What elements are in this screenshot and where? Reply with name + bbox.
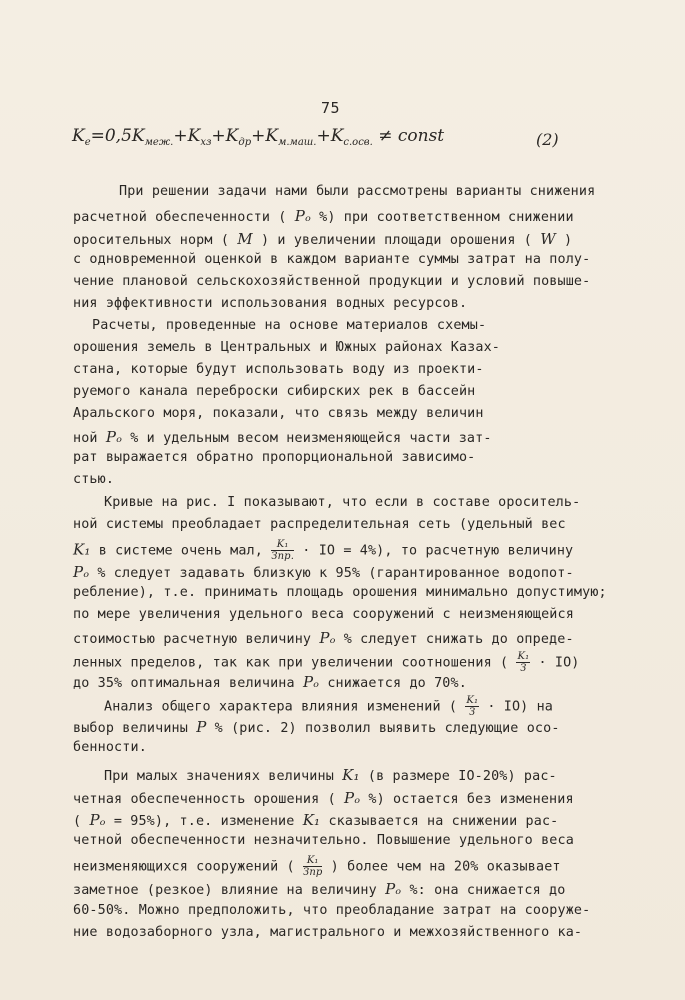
text-segment: Анализ общего характера влияния изменений ( [104, 699, 466, 715]
text-line [73, 207, 574, 225]
symbol-po: Pₒ [385, 880, 402, 898]
page-number: 75 [321, 99, 341, 117]
symbol-k1: K₁ [342, 766, 360, 784]
text-line [73, 718, 560, 736]
text-line: бенности. [73, 740, 147, 755]
text-segment: выбор величины [73, 721, 197, 736]
text-line [73, 230, 572, 248]
text-segment: %) при соответственном снижении [310, 210, 574, 225]
formula-term: +K [211, 126, 239, 146]
text-segment: % следует снижать до опреде- [335, 632, 574, 647]
fraction [465, 695, 479, 718]
text-segment: %: она снижается до [401, 883, 566, 898]
text-segment: в системе очень мал, [90, 543, 272, 559]
text-line [73, 811, 558, 829]
text-line: стана, которые будут использовать воду из проекти- [73, 362, 484, 377]
fraction-numerator: K₁ [303, 855, 323, 867]
text-segment: стоимостью расчетную величину [73, 632, 320, 647]
fraction [516, 651, 530, 674]
text-segment: снижается до 70%. [319, 676, 467, 691]
text-line: Кривые на рис. I показывают, что если в составе ороситель- [104, 495, 581, 510]
text-line: ребление), т.е. принимать площадь орошения минимально допустимую; [73, 585, 607, 600]
formula-sub: хз [200, 137, 212, 148]
equation-number: (2) [536, 130, 559, 149]
text-line: ния эффективности использования водных ресурсов. [73, 296, 468, 311]
text-line [104, 695, 553, 718]
text-segment: сказывается на снижении рас- [320, 814, 559, 829]
text-segment: заметное (резкое) влияние на величину [73, 883, 386, 898]
fraction-numerator: K₁ [517, 651, 530, 662]
fraction-denominator: З [520, 663, 527, 674]
symbol-po: Pₒ [73, 563, 90, 581]
text-line [73, 880, 565, 898]
symbol-w: W [540, 230, 556, 248]
text-segment: При малых значениях величины [104, 769, 343, 784]
text-segment: до 35% оптимальная величина [73, 676, 303, 691]
text-segment: ) [555, 233, 573, 248]
text-line: чение плановой сельскохозяйственной продукции и условий повыше- [73, 274, 591, 289]
text-segment: (в размере IO-20%) рас- [359, 769, 557, 784]
text-line: рат выражается обратно пропорциональной зависимо- [73, 450, 476, 465]
symbol-po: Pₒ [302, 673, 320, 691]
text-segment: оросительных норм ( [73, 233, 238, 248]
text-line [104, 766, 557, 784]
text-line: орошения земель в Центральных и Южных районах Казах- [73, 340, 501, 355]
text-segment: %) остается без изменения [360, 792, 574, 807]
text-line [73, 629, 574, 647]
text-line [73, 855, 561, 878]
fraction [303, 855, 323, 878]
symbol-po: Pₒ [344, 789, 361, 807]
text-segment: % следует задавать близкую к 95% (гарантированное водопот- [89, 566, 574, 581]
fraction-numerator: K₁ [271, 539, 294, 551]
text-line [73, 789, 574, 807]
text-line: четной обеспеченности незначительно. Повышение удельного веса [73, 833, 574, 848]
text-segment: ленных пределов, так как при увеличении соотношения ( [73, 655, 517, 671]
text-segment: % и удельным весом неизменяющейся части зат- [122, 431, 492, 446]
text-segment: ) более чем на 20% оказывает [322, 859, 561, 875]
text-line: Аральского моря, показали, что связь между величин [73, 406, 484, 421]
text-line [73, 651, 580, 674]
fraction-denominator: З [469, 707, 476, 718]
formula-tail: ≠ const [378, 126, 445, 146]
formula-sub: др [238, 137, 252, 148]
text-segment: ) и увеличении площади орошения ( [252, 233, 541, 248]
symbol-po: Pₒ [89, 811, 106, 829]
formula-term: +K [173, 126, 201, 146]
formula-sub: меж. [144, 137, 174, 148]
text-line [73, 539, 573, 562]
symbol-po: Pₒ [105, 428, 123, 446]
symbol-k1: K₁ [73, 540, 91, 559]
text-line: При решении задачи нами были рассмотрены варианты снижения [119, 184, 596, 199]
text-segment: % (рис. 2) позволил выявить следующие осо- [206, 721, 560, 736]
text-line: руемого канала переброски сибирских рек в бассейн [73, 384, 476, 399]
text-line [73, 673, 467, 691]
formula-term: +K [316, 126, 344, 146]
text-segment: · IO) [530, 655, 580, 671]
text-segment: · IO) на [479, 699, 554, 715]
fraction [271, 539, 294, 562]
text-line: ной системы преобладает распределительная сеть (удельный вес [73, 517, 566, 532]
text-segment: неизменяющихся сооружений ( [73, 859, 303, 875]
text-line: с одновременной оценкой в каждом варианте суммы затрат на полу- [73, 252, 591, 267]
symbol-p: P [196, 718, 207, 736]
formula-sub: м.маш. [278, 137, 317, 148]
text-segment: ной [73, 431, 106, 446]
symbol-po: Pₒ [294, 207, 311, 225]
symbol-k1: K₁ [302, 811, 321, 829]
formula-sub: с.осв. [343, 137, 373, 148]
text-line: стью. [73, 472, 115, 487]
text-segment: · IO = 4%), то расчетную величину [294, 543, 574, 559]
text-line: Расчеты, проведенные на основе материалов схемы- [92, 318, 487, 333]
formula-lhs-sub: e [84, 137, 91, 148]
fraction-denominator: Зпр [302, 867, 323, 878]
text-line [73, 563, 574, 581]
symbol-m: M [237, 230, 253, 248]
formula-term: =0,5K [90, 126, 145, 146]
text-segment: = 95%), т.е. изменение [105, 814, 303, 829]
fraction-denominator: Зпр. [271, 551, 295, 562]
text-segment: четная обеспеченность орошения ( [73, 792, 344, 807]
text-line: ние водозаборного узла, магистрального и межхозяйственного ка- [73, 925, 583, 940]
text-segment: ( [73, 814, 90, 829]
symbol-po: Pₒ [319, 629, 336, 647]
text-line [73, 428, 492, 446]
formula-lhs: K [72, 126, 85, 146]
fraction-numerator: K₁ [466, 695, 479, 706]
text-segment: расчетной обеспеченности ( [73, 210, 295, 225]
formula-term: +K [251, 126, 279, 146]
text-line: 60-50%. Можно предположить, что преобладание затрат на сооруже- [73, 903, 591, 918]
text-line: по мере увеличения удельного веса сооружений с неизменяющейся [73, 607, 574, 622]
formula [72, 126, 592, 158]
